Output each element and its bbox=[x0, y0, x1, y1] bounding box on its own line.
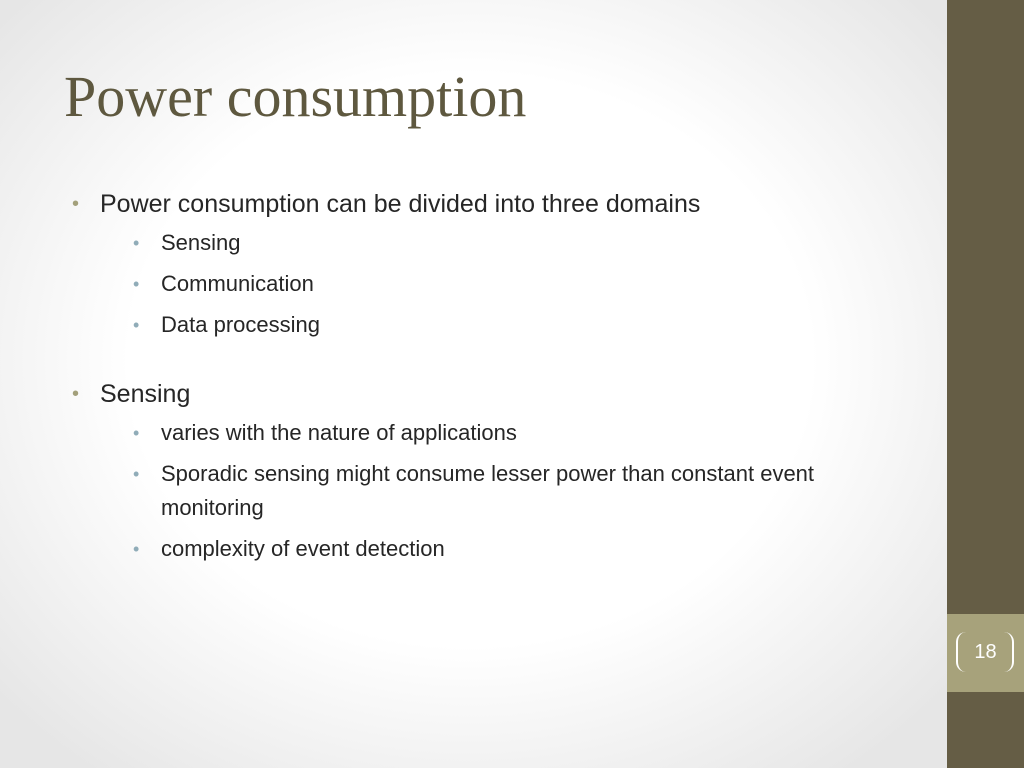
page-number-box bbox=[947, 614, 1024, 692]
sub-bullet-list bbox=[133, 416, 852, 566]
sub-bullet-text: Communication bbox=[161, 271, 314, 296]
bullet-text: Sensing bbox=[100, 380, 191, 408]
bullet-text: Power consumption can be divided into three domains bbox=[100, 190, 701, 218]
sub-bullet-item bbox=[133, 457, 852, 525]
sub-bullet-item bbox=[133, 226, 852, 260]
bullet-item-sensing bbox=[72, 376, 852, 566]
sub-bullet-item bbox=[133, 267, 852, 301]
sub-bullet-item bbox=[133, 416, 852, 450]
sub-bullet-text: Sensing bbox=[161, 230, 241, 255]
sub-bullet-icon: • bbox=[133, 464, 140, 484]
slide-content bbox=[72, 186, 852, 573]
sub-bullet-icon: • bbox=[133, 274, 140, 294]
sub-bullet-icon: • bbox=[133, 539, 140, 559]
bullet-icon: • bbox=[72, 193, 80, 215]
sub-bullet-item bbox=[133, 308, 852, 342]
sub-bullet-icon: • bbox=[133, 233, 140, 253]
sub-bullet-text: Data processing bbox=[161, 312, 320, 337]
sub-bullet-list bbox=[133, 226, 852, 342]
bullet-icon: • bbox=[72, 383, 80, 405]
sub-bullet-icon: • bbox=[133, 423, 140, 443]
page-number: 18 bbox=[974, 641, 997, 663]
sub-bullet-text: complexity of event detection bbox=[161, 536, 445, 561]
sub-bullet-item bbox=[133, 532, 852, 566]
sub-bullet-text: varies with the nature of applications bbox=[161, 420, 517, 445]
slide-title: Power consumption bbox=[64, 64, 527, 129]
bullet-item-domains bbox=[72, 186, 852, 342]
sub-bullet-text: Sporadic sensing might consume lesser power than constant event monitoring bbox=[161, 461, 815, 520]
sub-bullet-icon: • bbox=[133, 315, 140, 335]
bullet-list bbox=[72, 186, 852, 566]
